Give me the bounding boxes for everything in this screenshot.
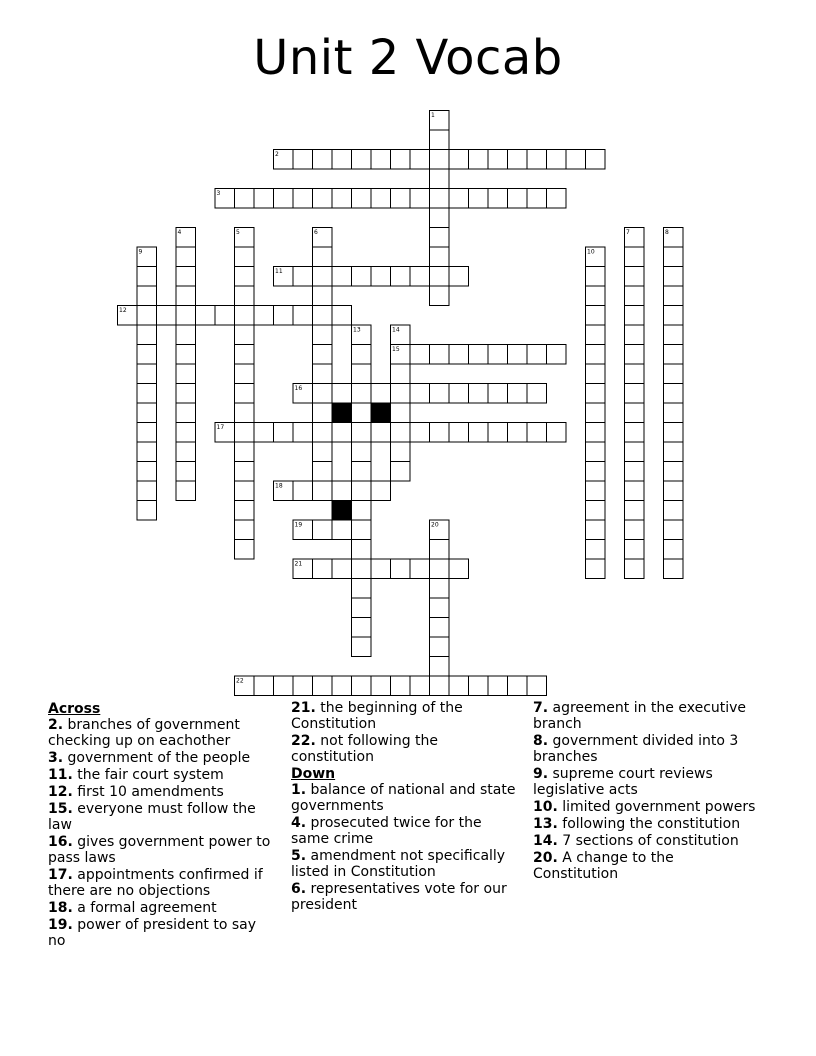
grid-cell[interactable] (332, 481, 352, 501)
grid-cell[interactable] (137, 364, 157, 384)
down-heading: Down (291, 766, 336, 782)
grid-cell[interactable] (391, 384, 411, 404)
grid-cell[interactable] (235, 325, 255, 345)
grid-cell[interactable] (410, 676, 430, 696)
grid-cell[interactable] (137, 345, 157, 365)
grid-cell[interactable] (176, 462, 196, 482)
grid-cell[interactable] (332, 676, 352, 696)
grid-cell[interactable] (313, 267, 333, 287)
grid-cell[interactable] (352, 267, 372, 287)
grid-cell[interactable] (352, 150, 372, 170)
grid-cell[interactable] (137, 442, 157, 462)
clue-down-5: 5. amendment not specifically listed in Constitution (291, 848, 506, 880)
grid-clue-number: 5 (236, 229, 240, 236)
grid-cell[interactable] (586, 403, 606, 423)
clue-across-21: 21. the beginning of the Constitution (291, 700, 463, 732)
grid-cell[interactable] (430, 676, 450, 696)
grid-cell[interactable] (508, 384, 528, 404)
grid-cell[interactable] (625, 403, 645, 423)
grid-cell[interactable] (527, 676, 547, 696)
grid-cell[interactable] (235, 501, 255, 521)
grid-cell[interactable] (430, 345, 450, 365)
grid-cell[interactable] (664, 306, 684, 326)
grid-cell[interactable] (410, 345, 430, 365)
grid-cell[interactable] (488, 189, 508, 209)
grid-cell[interactable] (488, 345, 508, 365)
grid-cell[interactable] (235, 364, 255, 384)
grid-cell[interactable] (625, 325, 645, 345)
grid-cell[interactable] (625, 501, 645, 521)
grid-cell[interactable] (430, 286, 450, 306)
grid-clue-number: 21 (294, 560, 303, 568)
grid-cell[interactable] (586, 423, 606, 443)
grid-cell[interactable] (508, 189, 528, 209)
grid-cell[interactable] (625, 540, 645, 560)
grid-cell[interactable] (625, 267, 645, 287)
grid-cell[interactable] (664, 325, 684, 345)
grid-cell[interactable] (430, 618, 450, 638)
grid-cell[interactable] (313, 189, 333, 209)
grid-cell[interactable] (176, 247, 196, 267)
grid-cell[interactable] (547, 345, 567, 365)
grid-cell[interactable] (196, 306, 216, 326)
grid-cell[interactable] (352, 423, 372, 443)
clue-down-6: 6. representatives vote for our president (291, 881, 507, 913)
grid-cell[interactable] (313, 462, 333, 482)
grid-cell[interactable] (371, 676, 391, 696)
grid-cell[interactable] (313, 481, 333, 501)
clue-down-10: 10. limited government powers (533, 799, 756, 815)
grid-cell[interactable] (410, 559, 430, 579)
grid-cell[interactable] (391, 423, 411, 443)
clue-across-17: 17. appointments confirmed if there are no objections (48, 867, 263, 899)
grid-cell[interactable] (430, 657, 450, 677)
grid-cell[interactable] (449, 189, 469, 209)
grid-cell[interactable] (586, 384, 606, 404)
clue-down-4: 4. prosecuted twice for the same crime (291, 815, 482, 847)
grid-cell[interactable] (488, 676, 508, 696)
grid-cell[interactable] (586, 267, 606, 287)
grid-cell[interactable] (488, 423, 508, 443)
grid-cell[interactable] (352, 403, 372, 423)
grid-cell[interactable] (352, 618, 372, 638)
grid-cell[interactable] (235, 306, 255, 326)
grid-cell[interactable] (391, 403, 411, 423)
grid-cell[interactable] (430, 189, 450, 209)
grid-cell[interactable] (430, 150, 450, 170)
grid-cell[interactable] (449, 559, 469, 579)
grid-clue-number: 2 (275, 151, 279, 158)
grid-cell[interactable] (313, 676, 333, 696)
grid-cell[interactable] (391, 189, 411, 209)
grid-cell[interactable] (391, 462, 411, 482)
grid-cell[interactable] (430, 228, 450, 248)
grid-cell[interactable] (664, 462, 684, 482)
clue-across-19: 19. power of president to say no (48, 917, 257, 949)
grid-cell[interactable] (137, 423, 157, 443)
grid-cell[interactable] (235, 267, 255, 287)
grid-cell[interactable] (176, 364, 196, 384)
grid-cell[interactable] (352, 481, 372, 501)
grid-cell[interactable] (430, 247, 450, 267)
grid-cell[interactable] (625, 364, 645, 384)
grid-cell[interactable] (352, 189, 372, 209)
across-heading: Across (48, 701, 101, 717)
grid-cell[interactable] (430, 598, 450, 618)
grid-cell[interactable] (235, 189, 255, 209)
clues-column-2 (291, 700, 519, 914)
grid-cell[interactable] (352, 540, 372, 560)
grid-cell[interactable] (664, 559, 684, 579)
grid-cell[interactable] (586, 325, 606, 345)
grid-cell[interactable] (313, 325, 333, 345)
grid-cell[interactable] (332, 267, 352, 287)
grid-cell[interactable] (352, 598, 372, 618)
grid-cell[interactable] (625, 520, 645, 540)
grid-cell[interactable] (137, 462, 157, 482)
grid-clue-number: 10 (587, 248, 595, 256)
grid-cell[interactable] (469, 345, 489, 365)
grid-cell[interactable] (176, 325, 196, 345)
grid-cell[interactable] (371, 559, 391, 579)
grid-clue-number: 17 (216, 424, 225, 431)
grid-cell[interactable] (293, 423, 313, 443)
grid-cell[interactable] (176, 345, 196, 365)
grid-cell[interactable] (157, 306, 177, 326)
grid-clue-number: 13 (353, 326, 361, 334)
grid-clue-number: 8 (665, 229, 669, 236)
grid-cell[interactable] (137, 501, 157, 521)
grid-cell[interactable] (410, 189, 430, 209)
grid-cell[interactable] (449, 150, 469, 170)
clue-across-12: 12. first 10 amendments (48, 784, 224, 800)
grid-cell[interactable] (488, 150, 508, 170)
grid-cell[interactable] (235, 384, 255, 404)
grid-cell[interactable] (332, 306, 352, 326)
grid-cell[interactable] (625, 286, 645, 306)
grid-cell[interactable] (332, 150, 352, 170)
grid-cell[interactable] (430, 579, 450, 599)
grid-cell[interactable] (430, 423, 450, 443)
grid-cell[interactable] (137, 325, 157, 345)
grid-cell[interactable] (332, 423, 352, 443)
grid-cell[interactable] (664, 520, 684, 540)
grid-cell[interactable] (313, 442, 333, 462)
grid-clue-number: 14 (392, 326, 400, 334)
grid-cell[interactable] (352, 442, 372, 462)
grid-cell[interactable] (625, 247, 645, 267)
grid-cell[interactable] (469, 676, 489, 696)
grid-cell[interactable] (235, 462, 255, 482)
grid-cell[interactable] (235, 481, 255, 501)
grid-cell[interactable] (215, 306, 235, 326)
grid-cell[interactable] (410, 267, 430, 287)
grid-cell[interactable] (274, 306, 294, 326)
grid-cell[interactable] (430, 130, 450, 150)
grid-cell[interactable] (586, 306, 606, 326)
grid-cell[interactable] (508, 345, 528, 365)
grid-cell[interactable] (430, 637, 450, 657)
grid-clue-number: 12 (119, 307, 127, 314)
grid-cell[interactable] (410, 423, 430, 443)
grid-cell[interactable] (547, 423, 567, 443)
grid-cell[interactable] (352, 384, 372, 404)
grid-cell[interactable] (664, 442, 684, 462)
grid-cell[interactable] (313, 403, 333, 423)
grid-cell[interactable] (293, 481, 313, 501)
grid-cell[interactable] (352, 676, 372, 696)
grid-cell[interactable] (371, 267, 391, 287)
clue-across-22: 22. not following the constitution (291, 733, 439, 765)
grid-cell[interactable] (332, 520, 352, 540)
grid-cell[interactable] (313, 150, 333, 170)
grid-cell[interactable] (293, 150, 313, 170)
grid-cell[interactable] (664, 481, 684, 501)
grid-cell[interactable] (352, 501, 372, 521)
clue-down-13: 13. following the constitution (533, 816, 741, 832)
grid-cell[interactable] (469, 384, 489, 404)
grid-clue-number: 22 (236, 677, 244, 685)
grid-cell[interactable] (469, 423, 489, 443)
clue-across-16: 16. gives government power to pass laws (48, 834, 271, 866)
grid-cell[interactable] (371, 384, 391, 404)
grid-cell[interactable] (137, 481, 157, 501)
grid-cell[interactable] (391, 559, 411, 579)
clues-column-3 (533, 700, 763, 883)
grid-cell[interactable] (176, 267, 196, 287)
grid-cell[interactable] (586, 462, 606, 482)
grid-cell[interactable] (274, 676, 294, 696)
grid-cell[interactable] (371, 423, 391, 443)
grid-cell[interactable] (430, 208, 450, 228)
clue-down-9: 9. supreme court reviews legislative acts (533, 766, 713, 798)
grid-cell[interactable] (547, 189, 567, 209)
grid-cell[interactable] (352, 637, 372, 657)
grid-cell[interactable] (235, 442, 255, 462)
grid-cell[interactable] (176, 423, 196, 443)
grid-cell[interactable] (137, 267, 157, 287)
page-title: Unit 2 Vocab (253, 30, 563, 86)
grid-cell[interactable] (664, 501, 684, 521)
grid-cell[interactable] (469, 189, 489, 209)
grid-cell[interactable] (352, 520, 372, 540)
grid-cell[interactable] (313, 423, 333, 443)
grid-cell[interactable] (488, 384, 508, 404)
grid-cell[interactable] (586, 559, 606, 579)
clue-down-7: 7. agreement in the executive branch (533, 700, 747, 732)
grid-cell[interactable] (625, 423, 645, 443)
grid-cell[interactable] (410, 150, 430, 170)
grid-cell[interactable] (664, 345, 684, 365)
clue-down-1: 1. balance of national and state governments (291, 782, 516, 814)
grid-cell[interactable] (625, 559, 645, 579)
grid-cell[interactable] (508, 676, 528, 696)
grid-cell[interactable] (391, 267, 411, 287)
grid-cell[interactable] (469, 150, 489, 170)
grid-cell[interactable] (352, 462, 372, 482)
grid-cell[interactable] (313, 286, 333, 306)
grid-cell[interactable] (235, 423, 255, 443)
grid-cell[interactable] (352, 364, 372, 384)
grid-clue-number: 7 (626, 229, 630, 236)
grid-cell[interactable] (527, 189, 547, 209)
grid-cell[interactable] (508, 150, 528, 170)
grid-cell[interactable] (137, 286, 157, 306)
grid-cell[interactable] (664, 403, 684, 423)
grid-cell[interactable] (586, 520, 606, 540)
grid-clue-number: 9 (138, 248, 143, 256)
grid-clue-number: 11 (275, 268, 283, 275)
grid-clue-number: 20 (431, 521, 439, 529)
grid-cell[interactable] (176, 384, 196, 404)
grid-cell[interactable] (254, 676, 274, 696)
grid-cell[interactable] (527, 423, 547, 443)
grid-cell[interactable] (527, 345, 547, 365)
grid-cell[interactable] (449, 423, 469, 443)
grid-clue-number: 15 (392, 346, 400, 353)
grid-cell[interactable] (235, 247, 255, 267)
grid-cell[interactable] (664, 267, 684, 287)
grid-cell[interactable] (352, 345, 372, 365)
grid-cell[interactable] (235, 540, 255, 560)
grid-cell[interactable] (586, 481, 606, 501)
clue-across-11: 11. the fair court system (48, 767, 224, 783)
grid-cell[interactable] (566, 150, 586, 170)
grid-cell[interactable] (586, 345, 606, 365)
grid-cell[interactable] (625, 462, 645, 482)
grid-cell[interactable] (449, 384, 469, 404)
grid-cell[interactable] (313, 520, 333, 540)
grid-cell[interactable] (625, 384, 645, 404)
grid-cell[interactable] (313, 345, 333, 365)
grid-cell[interactable] (625, 442, 645, 462)
grid-cell[interactable] (527, 384, 547, 404)
grid-cell[interactable] (352, 579, 372, 599)
grid-cell[interactable] (313, 306, 333, 326)
grid-clue-number: 6 (314, 229, 318, 236)
grid-cell[interactable] (332, 189, 352, 209)
grid-cell[interactable] (664, 247, 684, 267)
grid-cell[interactable] (313, 364, 333, 384)
grid-cell[interactable] (410, 384, 430, 404)
grid-cell[interactable] (274, 423, 294, 443)
clue-down-14: 14. 7 sections of constitution (533, 833, 739, 849)
grid-cell[interactable] (235, 520, 255, 540)
grid-cell[interactable] (176, 481, 196, 501)
grid-cell[interactable] (664, 540, 684, 560)
grid-cell[interactable] (313, 384, 333, 404)
clue-across-2: 2. branches of government checking up on eachother (48, 717, 240, 749)
grid-clue-number: 18 (275, 482, 283, 490)
grid-cell[interactable] (586, 442, 606, 462)
grid-cell[interactable] (527, 150, 547, 170)
grid-cell[interactable] (235, 345, 255, 365)
grid-cell[interactable] (352, 559, 372, 579)
grid-cell[interactable] (137, 384, 157, 404)
grid-cell[interactable] (391, 150, 411, 170)
grid-cell[interactable] (430, 267, 450, 287)
clue-down-8: 8. government divided into 3 branches (533, 733, 739, 765)
grid-cell[interactable] (371, 481, 391, 501)
grid-cell[interactable] (430, 169, 450, 189)
grid-cell[interactable] (625, 306, 645, 326)
grid-cell[interactable] (586, 286, 606, 306)
grid-cell[interactable] (274, 189, 294, 209)
grid-cell[interactable] (176, 306, 196, 326)
grid-cell[interactable] (235, 286, 255, 306)
grid-block-cell (332, 403, 352, 423)
grid-cell[interactable] (235, 403, 255, 423)
grid-clue-number: 16 (294, 385, 303, 392)
clue-across-15: 15. everyone must follow the law (48, 801, 256, 833)
grid-cell[interactable] (293, 306, 313, 326)
grid-cell[interactable] (371, 189, 391, 209)
grid-cell[interactable] (664, 286, 684, 306)
grid-cell[interactable] (371, 150, 391, 170)
clues-column-1 (48, 700, 276, 950)
grid-cell[interactable] (586, 501, 606, 521)
grid-cell[interactable] (664, 364, 684, 384)
grid-cell[interactable] (586, 150, 606, 170)
grid-clue-number: 4 (177, 229, 182, 236)
grid-cell[interactable] (430, 559, 450, 579)
grid-cell[interactable] (508, 423, 528, 443)
grid-cell[interactable] (332, 384, 352, 404)
grid-block-cell (332, 501, 352, 521)
grid-cell[interactable] (293, 676, 313, 696)
grid-clue-number: 1 (431, 112, 435, 119)
grid-cell[interactable] (664, 423, 684, 443)
grid-cell[interactable] (176, 286, 196, 306)
grid-cell[interactable] (313, 559, 333, 579)
grid-cell[interactable] (254, 306, 274, 326)
grid-cell[interactable] (293, 267, 313, 287)
grid-cell[interactable] (664, 384, 684, 404)
grid-cell[interactable] (313, 247, 333, 267)
grid-cell[interactable] (254, 423, 274, 443)
grid-cell[interactable] (137, 403, 157, 423)
grid-cell[interactable] (625, 481, 645, 501)
grid-cell[interactable] (176, 403, 196, 423)
grid-cell[interactable] (449, 345, 469, 365)
grid-clue-number: 3 (216, 190, 221, 197)
grid-cell[interactable] (547, 150, 567, 170)
grid-cell[interactable] (430, 540, 450, 560)
grid-cell[interactable] (332, 559, 352, 579)
grid-cell[interactable] (430, 384, 450, 404)
clue-across-3: 3. government of the people (48, 750, 251, 766)
grid-cell[interactable] (391, 676, 411, 696)
clue-across-18: 18. a formal agreement (48, 900, 217, 916)
grid-cell[interactable] (586, 540, 606, 560)
grid-cell[interactable] (254, 189, 274, 209)
grid-cell[interactable] (391, 364, 411, 384)
clue-down-20: 20. A change to the Constitution (533, 850, 674, 882)
grid-cell[interactable] (293, 189, 313, 209)
grid-cell[interactable] (586, 364, 606, 384)
grid-cell[interactable] (176, 442, 196, 462)
grid-cell[interactable] (449, 676, 469, 696)
grid-clue-number: 19 (294, 521, 303, 529)
grid-cell[interactable] (391, 442, 411, 462)
grid-cell[interactable] (137, 306, 157, 326)
grid-cell[interactable] (625, 345, 645, 365)
grid-cell[interactable] (449, 267, 469, 287)
grid-block-cell (371, 403, 391, 423)
